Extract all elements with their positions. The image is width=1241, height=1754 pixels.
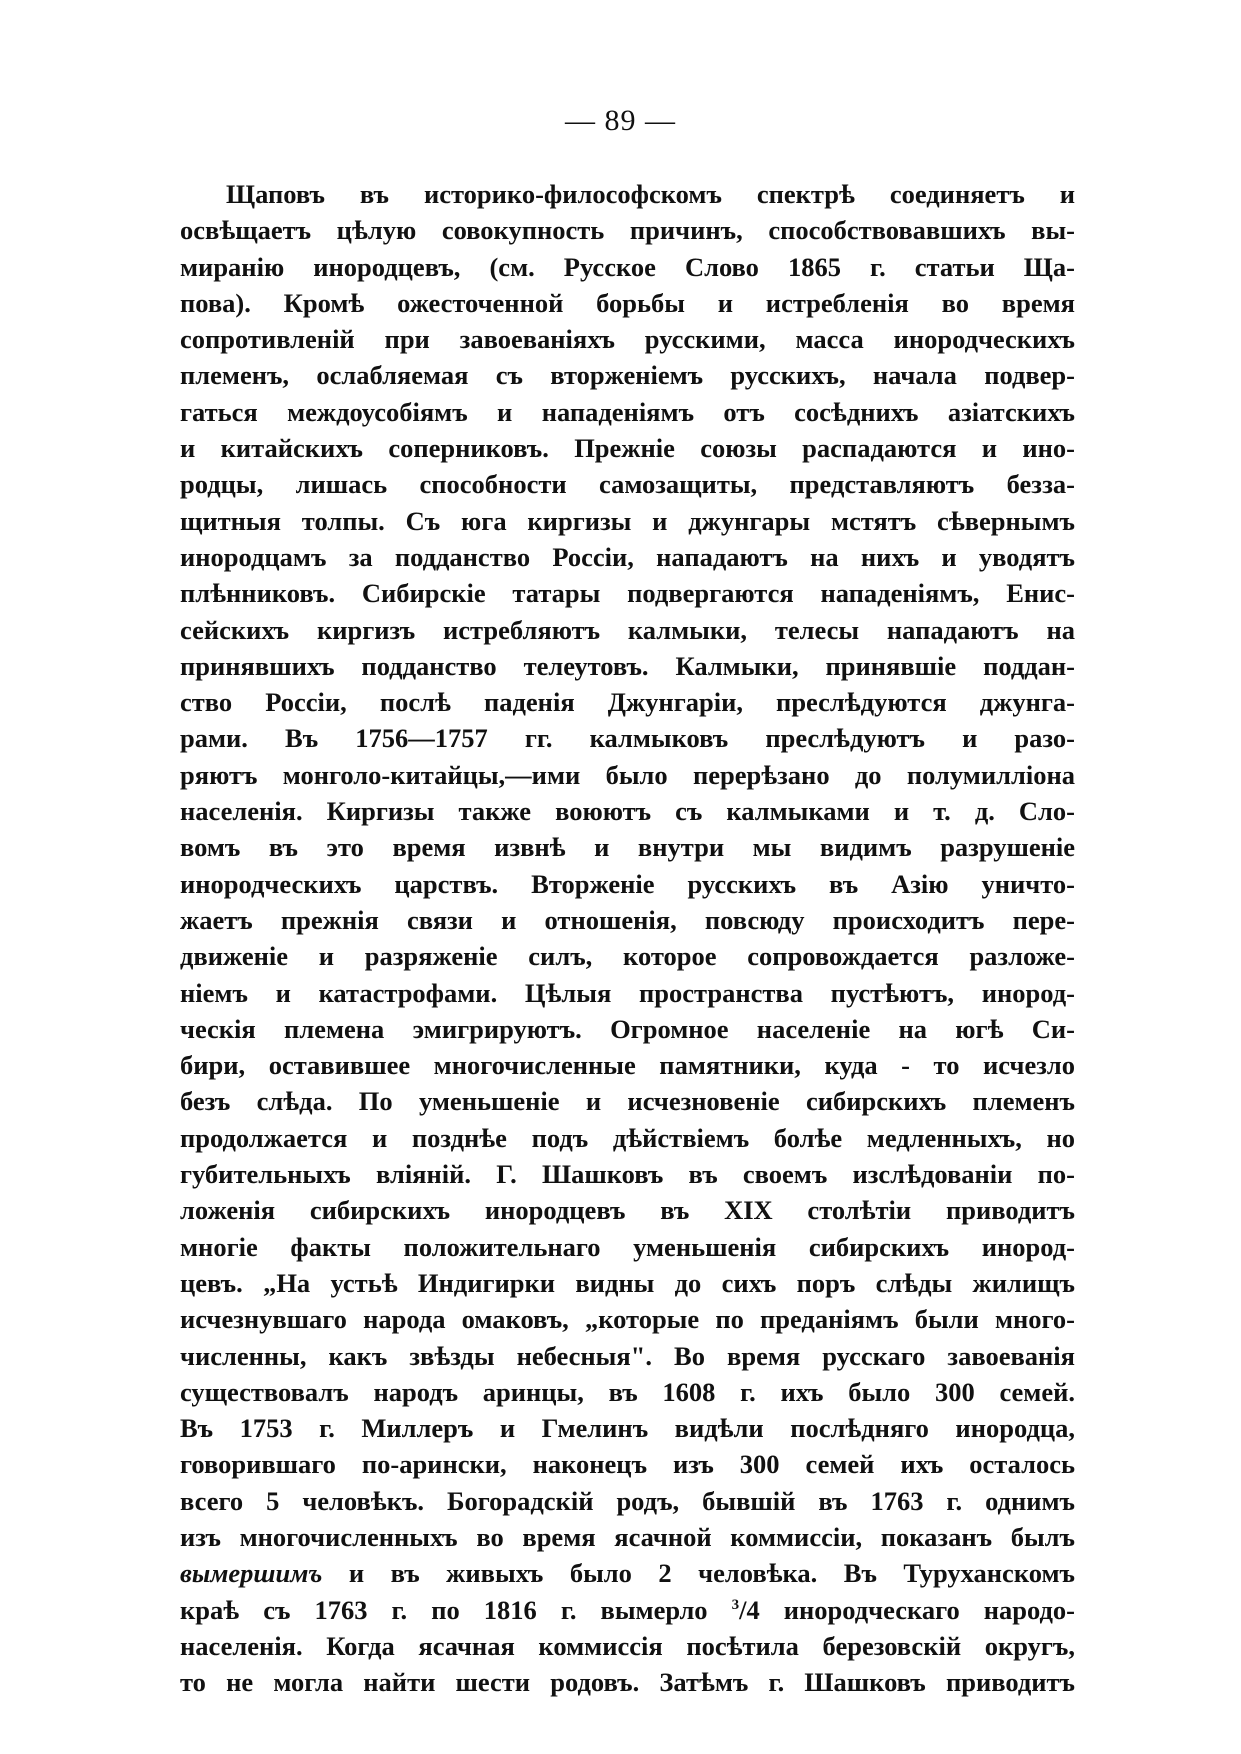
text-line bbox=[180, 1592, 1075, 1628]
text-line: пова). Кромѣ ожесточенной борьбы и истребленія во время bbox=[180, 287, 1075, 318]
body-text bbox=[180, 176, 1075, 1700]
text-line: движеніе и разряженіе силъ, которое сопровождается разложе- bbox=[180, 941, 1075, 972]
text-fragment: и въ живыхъ было 2 человѣка. Въ Туруханскомъ bbox=[322, 1558, 1075, 1589]
text-fragment: /4 инородческаго народо- bbox=[739, 1594, 1075, 1625]
text-line: ческія племена эмигрируютъ. Огромное населеніе на югѣ Си- bbox=[180, 1013, 1075, 1044]
text-line: продолжается и позднѣе подъ дѣйствіемъ болѣе медленныхъ, но bbox=[180, 1122, 1075, 1153]
text-line: численны, какъ звѣзды небесныя". Во время русскаго завоеванія bbox=[180, 1340, 1075, 1371]
text-line: сопротивленій при завоеваніяхъ русскими, масса инородческихъ bbox=[180, 324, 1075, 355]
text-line bbox=[180, 1555, 1075, 1591]
text-line: говорившаго по-арински, наконецъ изъ 300 семей ихъ осталось bbox=[180, 1449, 1075, 1480]
text-line: ніемъ и катастрофами. Цѣлыя пространства пустѣютъ, инород- bbox=[180, 977, 1075, 1008]
text-line: ство Россіи, послѣ паденія Джунгаріи, преслѣдуются джунга- bbox=[180, 687, 1075, 718]
text-line: Въ 1753 г. Миллеръ и Гмелинъ видѣли послѣдняго инородца, bbox=[180, 1413, 1075, 1444]
text-line: гаться междоусобіямъ и нападеніямъ отъ сосѣднихъ азіатскихъ bbox=[180, 396, 1075, 427]
text-line: сейскихъ киргизъ истребляютъ калмыки, телесы нападаютъ на bbox=[180, 614, 1075, 645]
text-line: Щаповъ въ историко-философскомъ спектрѣ соединяетъ и bbox=[226, 179, 1075, 209]
text-line: исчезнувшаго народа омаковъ, „которые по преданіямъ были много- bbox=[180, 1304, 1075, 1335]
text-line: щитныя толпы. Съ юга киргизы и джунгары мстятъ сѣвернымъ bbox=[180, 505, 1075, 536]
text-line: миранію инородцевъ, (см. Русское Слово 1865 г. статьи Ща- bbox=[180, 251, 1075, 282]
text-line: населенія. Когда ясачная коммиссія посѣтила березовскій округъ, bbox=[180, 1630, 1075, 1661]
page-number: — 89 — bbox=[565, 104, 676, 137]
text-line: принявшихъ подданство телеутовъ. Калмыки, принявшіе поддан- bbox=[180, 650, 1075, 681]
text-line: цевъ. „На устьѣ Индигирки видны до сихъ поръ слѣды жилищъ bbox=[180, 1267, 1075, 1298]
text-line: жаетъ прежнія связи и отношенія, повсюду происходитъ пере- bbox=[180, 904, 1075, 935]
text-line: инородческихъ царствъ. Вторженіе русскихъ въ Азію уничто- bbox=[180, 868, 1075, 899]
text-line: безъ слѣда. По уменьшеніе и исчезновеніе сибирскихъ племенъ bbox=[180, 1086, 1075, 1117]
text-line: рами. Въ 1756—1757 гг. калмыковъ преслѣдуютъ и разо- bbox=[180, 723, 1075, 754]
text-line: существовалъ народъ аринцы, въ 1608 г. ихъ было 300 семей. bbox=[180, 1376, 1075, 1407]
text-line: бири, оставившее многочисленные памятники, куда - то исчезло bbox=[180, 1050, 1075, 1081]
text-line: освѣщаетъ цѣлую совокупность причинъ, способствовавшихъ вы- bbox=[180, 215, 1075, 246]
text-line: инородцамъ за подданство Россіи, нападаютъ на нихъ и уводятъ bbox=[180, 541, 1075, 572]
text-fragment: краѣ съ 1763 г. по 1816 г. вымерло bbox=[180, 1594, 732, 1625]
text-line: вомъ въ это время извнѣ и внутри мы видимъ разрушеніе bbox=[180, 832, 1075, 863]
text-line: изъ многочисленныхъ во время ясачной коммиссіи, показанъ былъ bbox=[180, 1521, 1075, 1552]
text-line: и китайскихъ соперниковъ. Прежніе союзы распадаются и ино- bbox=[180, 433, 1075, 464]
text-line: ложенія сибирскихъ инородцевъ въ XIX столѣтіи приводитъ bbox=[180, 1195, 1075, 1226]
text-line: то не могла найти шести родовъ. Затѣмъ г. Шашковъ приводитъ bbox=[180, 1667, 1075, 1698]
text-line: плѣнниковъ. Сибирскіе татары подвергаются нападеніямъ, Енис- bbox=[180, 578, 1075, 609]
fraction-numerator: 3 bbox=[731, 1596, 740, 1613]
italic-word: вымершимъ bbox=[180, 1558, 323, 1589]
text-line: всего 5 человѣкъ. Богорадскій родъ, бывшій въ 1763 г. однимъ bbox=[180, 1485, 1075, 1516]
text-line: родцы, лишась способности самозащиты, представляютъ безза- bbox=[180, 469, 1075, 500]
text-line: многіе факты положительнаго уменьшенія сибирскихъ инород- bbox=[180, 1231, 1075, 1262]
text-line: губительныхъ вліяній. Г. Шашковъ въ своемъ изслѣдованіи по- bbox=[180, 1159, 1075, 1190]
text-line: племенъ, ослабляемая съ вторженіемъ русскихъ, начала подвер- bbox=[180, 360, 1075, 391]
text-line: ряютъ монголо-китайцы,—ими было перерѣзано до полумилліона bbox=[180, 759, 1075, 790]
text-line: населенія. Киргизы также воюютъ съ калмыками и т. д. Сло- bbox=[180, 796, 1075, 827]
